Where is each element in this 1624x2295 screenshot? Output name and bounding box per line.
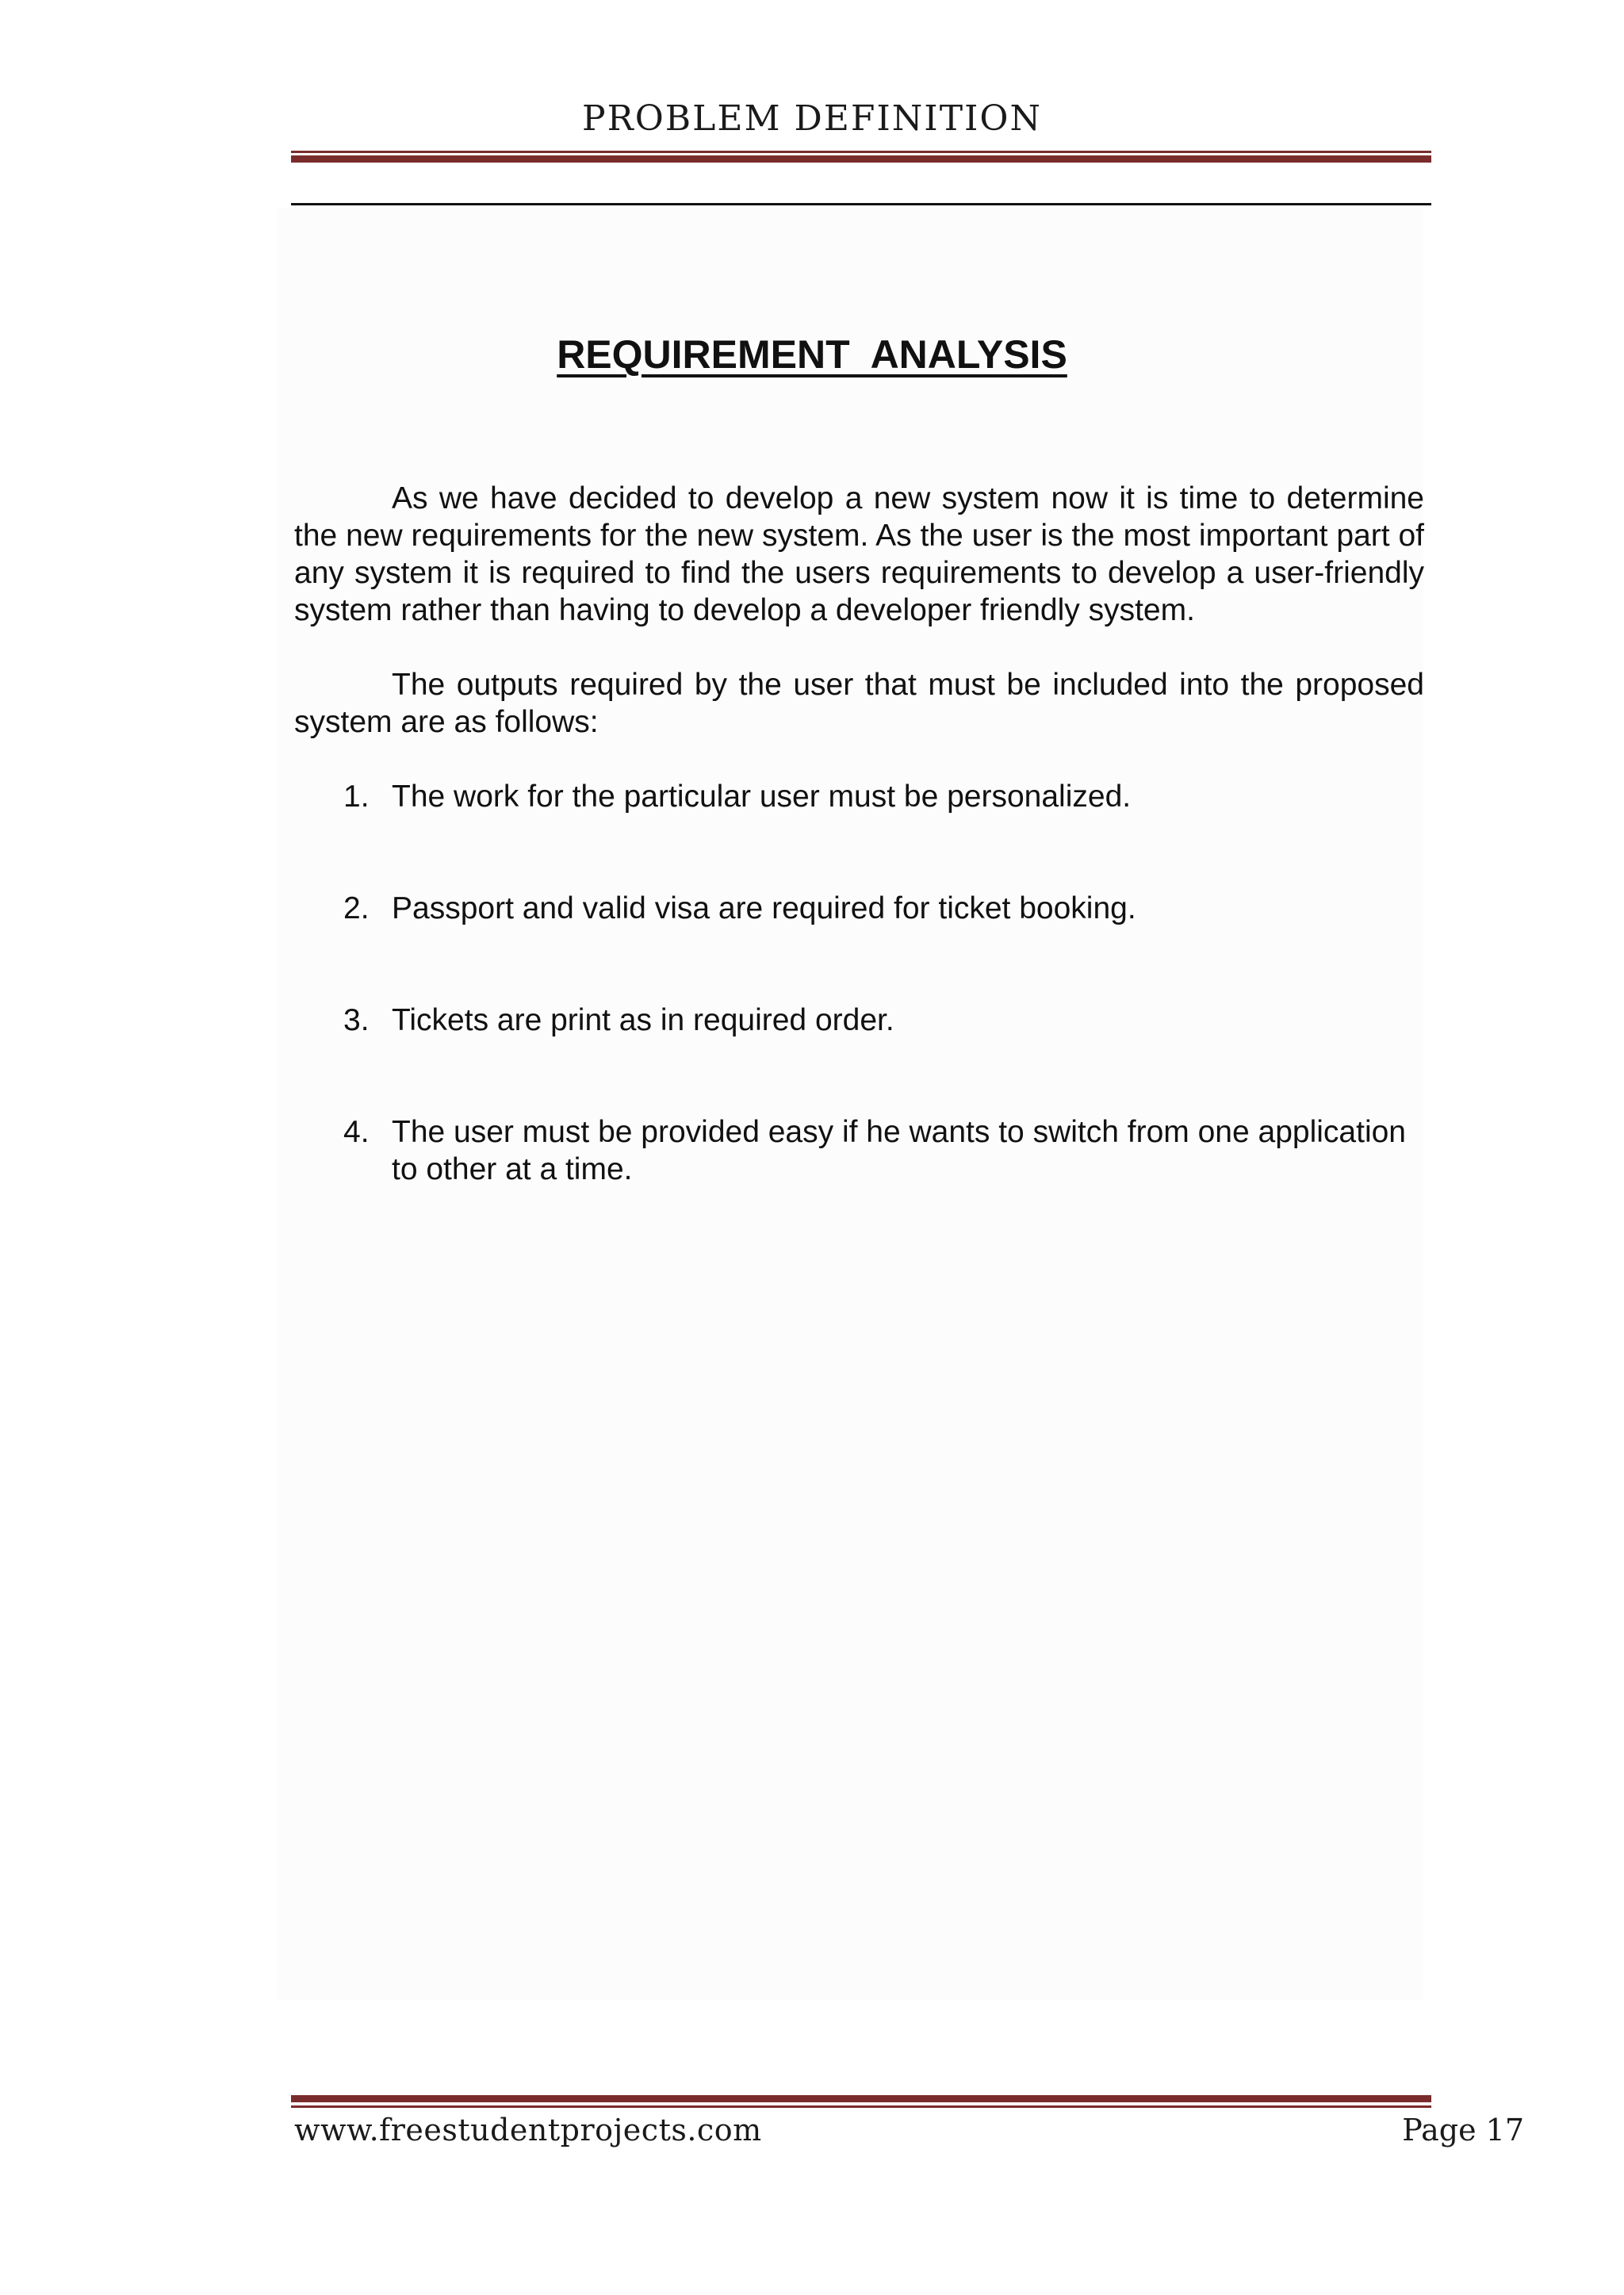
footer-website: www.freestudentprojects.com	[294, 2113, 762, 2147]
list-item-text: Tickets are print as in required order.	[392, 1003, 894, 1037]
header-rule-thin	[291, 151, 1431, 153]
list-item-text: Passport and valid visa are required for ticket booking.	[392, 891, 1136, 925]
requirements-list	[294, 778, 1424, 1188]
intro-paragraph: As we have decided to develop a new system now it is time to determine the new requirements for the new system. As the user is the most important part of any system it is required to find the users requirements to develop a user-friendly system rather than having to develop a developer friendly system.	[294, 481, 1424, 627]
footer-rule-thick	[291, 2095, 1431, 2102]
list-item	[294, 890, 1424, 927]
list-item	[294, 1002, 1424, 1039]
document-body	[294, 480, 1424, 1188]
header-separator-line	[291, 203, 1431, 205]
list-item-number: 3.	[343, 1003, 370, 1037]
list-item-text: The user must be provided easy if he wants to switch from one application	[392, 1115, 1406, 1149]
list-item-number: 2.	[343, 891, 370, 925]
footer-rule-thin	[291, 2105, 1431, 2108]
list-item	[294, 778, 1424, 815]
list-item-number: 1.	[343, 780, 370, 814]
running-header-title: PROBLEM DEFINITION	[581, 98, 1042, 139]
section-title: REQUIREMENT ANALYSIS	[557, 332, 1067, 377]
list-item	[294, 1113, 1424, 1188]
header-rule-thick	[291, 155, 1431, 163]
page-number: Page 17	[1402, 2113, 1524, 2147]
outputs-paragraph: The outputs required by the user that must be included into the proposed system are as follows:	[294, 668, 1424, 739]
list-item-continuation: to other at a time.	[392, 1152, 633, 1186]
list-item-text: The work for the particular user must be personalized.	[392, 780, 1132, 814]
list-item-number: 4.	[343, 1115, 370, 1149]
